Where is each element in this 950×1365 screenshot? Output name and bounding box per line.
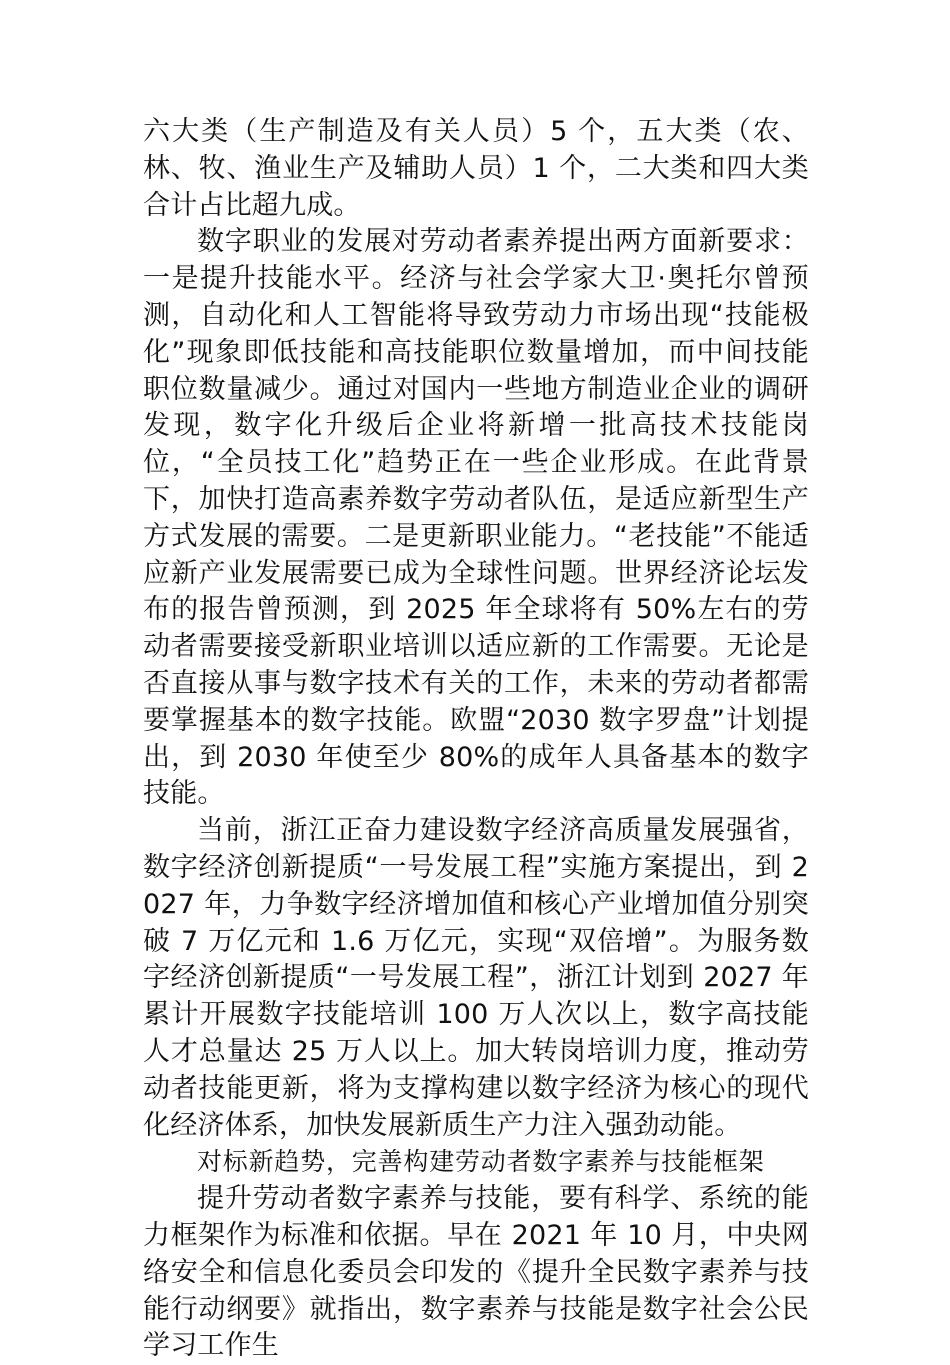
paragraph-digital-skills-requirements: 数字职业的发展对劳动者素养提出两方面新要求：一是提升技能水平。经济与社会学家大卫·奥托尔曾预测，自动化和人工智能将导致劳动力市场出现“技能极化”现象即低技能和高技能职位数量增加，而中间技能职位数量减少。通过对国内一些地方制造业企业的调研发现，数字化升级后企业将新增一批高技术技能岗位，“全员技工化”趋势正在一些企业形成。在此背景下，加快打造高素养数字劳动者队伍，是适应新型生产方式发展的需要。二是更新职业能力。“老技能”不能适应新产业发展需要已成为全球性问题。世界经济论坛发布的报告曾预测，到 2025 年全球将有 50%左右的劳动者需要接受新职业培训以适应新的工作需要。无论是否直接从事与数字技术有关的工作，未来的劳动者都需要掌握基本的数字技能。欧盟“2030 数字罗盘”计划提出，到 2030 年使至少 80%的成年人具备基本的数字技能。 (143, 226, 809, 810)
section-heading: 对标新趋势，完善构建劳动者数字素养与技能框架 (197, 1147, 765, 1177)
paragraph-framework: 提升劳动者数字素养与技能，要有科学、系统的能力框架作为标准和依据。早在 2021 年 10 月，中央网络安全和信息化委员会印发的《提升全民数字素养与技能行动纲要》就指出，数字素养与技能是数字社会公民学习工作生 (143, 1183, 809, 1362)
document-body (143, 114, 809, 1365)
paragraph-zhejiang-plan: 当前，浙江正奋力建设数字经济高质量发展强省，数字经济创新提质“一号发展工程”实施方案提出，到 2027 年，力争数字经济增加值和核心产业增加值分别突破 7 万亿元和 1.6 万亿元，实现“双倍增”。为服务数字经济创新提质“一号发展工程”，浙江计划到 2027 年累计开展数字技能培训 100 万人次以上，数字高技能人才总量达 25 万人以上。加大转岗培训力度，推动劳动者技能更新，将为支撑构建以数字经济为核心的现代化经济体系，加快发展新质生产力注入强劲动能。 (143, 815, 809, 1141)
paragraph-continuation: 六大类（生产制造及有关人员）5 个，五大类（农、林、牧、渔业生产及辅助人员）1 个，二大类和四大类合计占比超九成。 (143, 116, 809, 221)
